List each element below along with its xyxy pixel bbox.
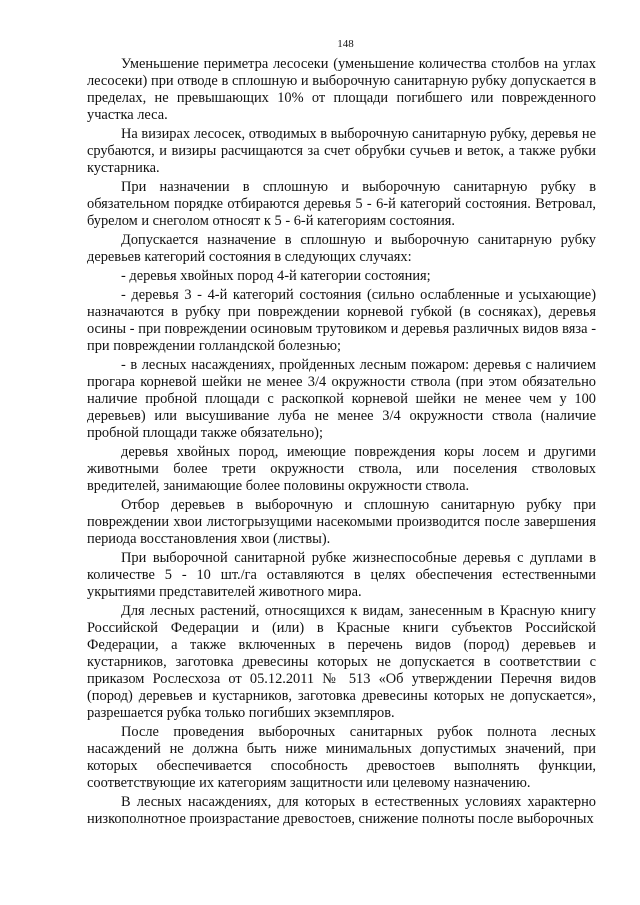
document-page: [87, 38, 596, 830]
paragraph: Уменьшение периметра лесосеки (уменьшение количества столбов на углах лесосеки) при отводе в сплошную и выборочную санитарную рубку допускается в пределах, не превышающих 10% от площади погибшего или поврежденного участка леса.: [87, 56, 596, 123]
paragraph: После проведения выборочных санитарных рубок полнота лесных насаждений не должна быть ниже минимальных допустимых значений, при которых обеспечивается способность древостоев выполнять функции, соответствующие их категориям защитности или целевому назначению.: [87, 724, 596, 791]
page-number: 148: [337, 38, 354, 50]
paragraph: В лесных насаждениях, для которых в естественных условиях характерно низкополнотное произрастание древостоев, снижение полноты после выборочных: [87, 794, 596, 827]
paragraph: Для лесных растений, относящихся к видам, занесенным в Красную книгу Российской Федерации и (или) в Красные книги субъектов Российской Федерации, а также включенных в перечень видов (пород) деревьев и кустарников, заготовка древесины которых не допускается в соответствии с приказом Рослесхоза от 05.12.2011 № 513 «Об утверждении Перечня видов (пород) деревьев и кустарников, заготовка древесины которых не допускается», разрешается рубка только погибших экземпляров.: [87, 603, 596, 721]
paragraph: - в лесных насаждениях, пройденных лесным пожаром: деревья с наличием прогара корневой шейки не менее 3/4 окружности ствола (при этом обязательно наличие пробной площади с раскопкой корневой шейки не менее чем у 100 деревьев) или высушивание луба не менее 3/4 окружности ствола (наличие пробной площади также обязательно);: [87, 357, 596, 441]
paragraph: При выборочной санитарной рубке жизнеспособные деревья с дуплами в количестве 5 - 10 шт./га оставляются в целях обеспечения естественными укрытиями представителей животного мира.: [87, 550, 596, 600]
paragraph: При назначении в сплошную и выборочную санитарную рубку в обязательном порядке отбираются деревья 5 - 6-й категорий состояния. Ветровал, бурелом и снеголом относят к 5 - 6-й категориям состояния.: [87, 179, 596, 229]
paragraph: Допускается назначение в сплошную и выборочную санитарную рубку деревьев категорий состояния в следующих случаях:: [87, 232, 596, 265]
paragraph: - деревья 3 - 4-й категорий состояния (сильно ослабленные и усыхающие) назначаются в рубку при повреждении корневой губкой (в сосняках), деревья осины - при повреждении осиновым трутовиком и деревья различных видов вяза - при повреждении голландской болезнью;: [87, 287, 596, 354]
paragraph: Отбор деревьев в выборочную и сплошную санитарную рубку при повреждении хвои листогрызущими насекомыми производится после завершения периода восстановления хвои (листвы).: [87, 497, 596, 547]
paragraph: На визирах лесосек, отводимых в выборочную санитарную рубку, деревья не срубаются, и визиры расчищаются за счет обрубки сучьев и веток, а также рубки кустарника.: [87, 126, 596, 176]
paragraph: деревья хвойных пород, имеющие повреждения коры лосем и другими животными более трети окружности ствола, или поселения стволовых вредителей, занимающие более половины окружности ствола.: [87, 444, 596, 494]
paragraph: - деревья хвойных пород 4-й категории состояния;: [121, 268, 431, 284]
document-body: [87, 56, 596, 828]
